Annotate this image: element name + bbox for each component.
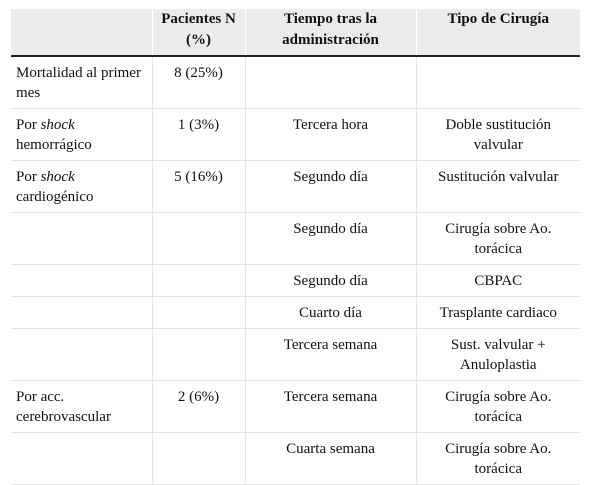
- cell-surgery: Sustitución valvular: [416, 161, 580, 213]
- header-cause: [11, 9, 152, 56]
- cell-cause: [11, 297, 152, 329]
- cell-time: [245, 56, 416, 109]
- cell-patients: [152, 433, 245, 485]
- cell-patients: 2 (6%): [152, 381, 245, 433]
- cell-time: Cuarta semana: [245, 433, 416, 485]
- table-row: [11, 161, 580, 213]
- cell-surgery: Doble sustitución valvular: [416, 109, 580, 161]
- table-row: [11, 109, 580, 161]
- mortality-table: [11, 9, 580, 485]
- cell-patients: [152, 297, 245, 329]
- cell-patients: [152, 329, 245, 381]
- table-row: [11, 213, 580, 265]
- cell-surgery: Cirugía sobre Ao. torácica: [416, 213, 580, 265]
- header-surgery: Tipo de Cirugía: [416, 9, 580, 56]
- header-time: Tiempo tras la administración: [245, 9, 416, 56]
- cell-cause: [11, 329, 152, 381]
- cell-time: Segundo día: [245, 161, 416, 213]
- table-row: [11, 433, 580, 485]
- table-body: [11, 56, 580, 485]
- cell-time: Segundo día: [245, 213, 416, 265]
- cell-time: Tercera semana: [245, 329, 416, 381]
- cell-cause: Mortalidad al primer mes: [11, 56, 152, 109]
- cell-cause: Por acc. cerebrovascular: [11, 381, 152, 433]
- table-header: [11, 9, 580, 56]
- cell-cause: Por shock hemorrágico: [11, 109, 152, 161]
- cell-surgery: Cirugía sobre Ao. torácica: [416, 433, 580, 485]
- table-row: [11, 297, 580, 329]
- cell-patients: 8 (25%): [152, 56, 245, 109]
- cell-time: Tercera semana: [245, 381, 416, 433]
- header-row: [11, 9, 580, 56]
- cell-surgery: Trasplante cardiaco: [416, 297, 580, 329]
- cell-patients: [152, 265, 245, 297]
- cell-cause: [11, 265, 152, 297]
- cell-time: Segundo día: [245, 265, 416, 297]
- table-row: [11, 56, 580, 109]
- header-patients: Pacientes N (%): [152, 9, 245, 56]
- mortality-table-container: [11, 9, 580, 485]
- cell-surgery: CBPAC: [416, 265, 580, 297]
- cell-surgery: [416, 56, 580, 109]
- cell-patients: 1 (3%): [152, 109, 245, 161]
- table-row: [11, 265, 580, 297]
- cell-time: Tercera hora: [245, 109, 416, 161]
- cell-time: Cuarto día: [245, 297, 416, 329]
- cell-surgery: Cirugía sobre Ao. torácica: [416, 381, 580, 433]
- cell-patients: 5 (16%): [152, 161, 245, 213]
- cell-cause: [11, 213, 152, 265]
- cell-cause: [11, 433, 152, 485]
- cell-surgery: Sust. valvular + Anuloplastia: [416, 329, 580, 381]
- cell-cause: Por shock cardiogénico: [11, 161, 152, 213]
- table-row: [11, 381, 580, 433]
- table-row: [11, 329, 580, 381]
- cell-patients: [152, 213, 245, 265]
